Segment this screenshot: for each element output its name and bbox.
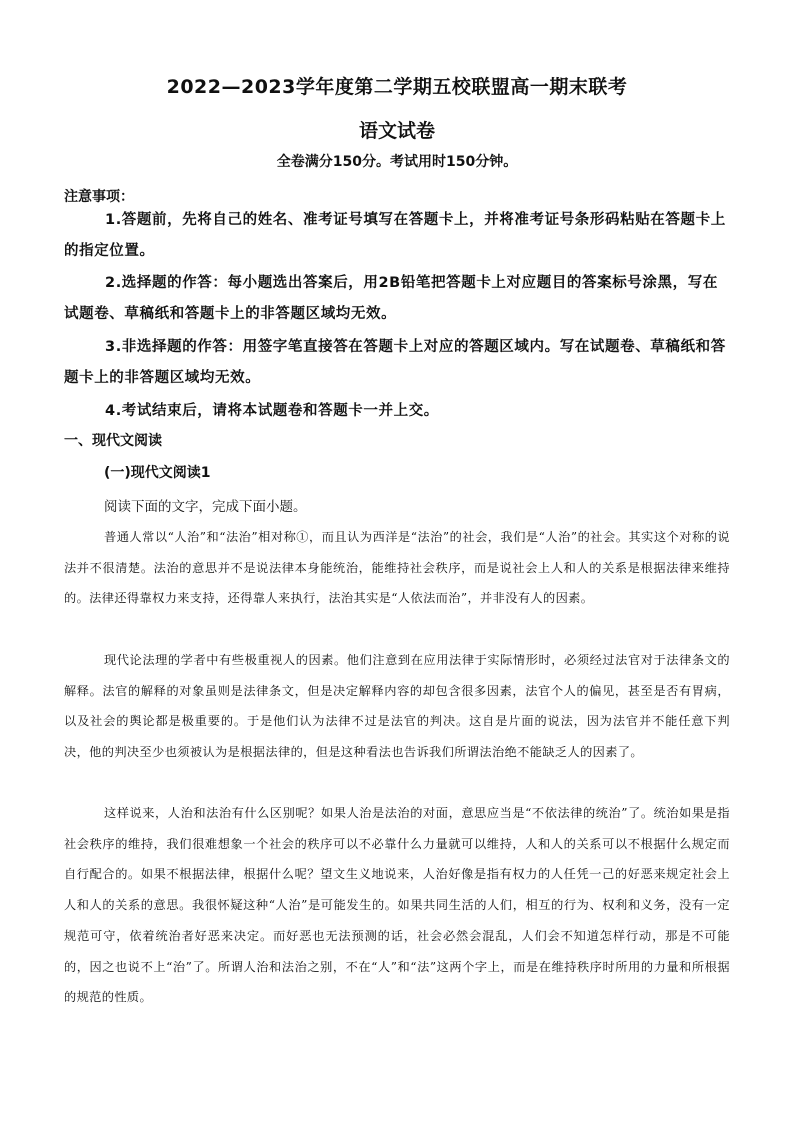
score-time-line: 全卷满分150分。考试用时150分钟。 [276, 154, 518, 170]
notice-heading: 注意事项： [64, 189, 134, 205]
reading-paragraph: 现代论法理的学者中有些极重视人的因素。他们注意到在应用法律于实际情形时，必须经过法官对于法律条文的解释。法官的解释的对象虽则是法律条文，但是决定解释内容的却包含很多因素，法官个人的偏见，甚至是否有胃病，以及社会的舆论都是极重要的。于是他们认为法律不过是法官的判决。这自是片面的说法，因为法官并不能任意下判决，他的判决至少也须被认为是根据法律的，但是这种看法也告诉我们所谓法治绝不能缺乏人的因素了。 [64, 653, 730, 760]
subject-title: 语文试卷 [358, 120, 435, 142]
notice-item: 3.非选择题的作答：用签字笔直接答在答题卡上对应的答题区域内。写在试题卷、草稿纸和答题卡上的非答题区域均无效。 [64, 339, 726, 386]
reading-paragraph: 普通人常以“人治”和“法治”相对称①，而且认为西洋是“法治”的社会，我们是“人治”的社会。其实这个对称的说法并不很清楚。法治的意思并不是说法律本身能统治，能维持社会秩序，而是说社会上人和人的关系是根据法律来维持的。法律还得靠权力来支持，还得靠人来执行，法治其实是“人依法而治”，并非没有人的因素。 [64, 530, 730, 606]
notice-item: 2.选择题的作答：每小题选出答案后，用2B铅笔把答题卡上对应题目的答案标号涂黑，写在试题卷、草稿纸和答题卡上的非答题区域均无效。 [64, 275, 718, 322]
exam-title: 2022—2023学年度第二学期五校联盟高一期末联考 [166, 76, 628, 98]
notice-item: 4.考试结束后，请将本试题卷和答题卡一并上交。 [105, 403, 439, 419]
reading-paragraph: 这样说来，人治和法治有什么区别呢？如果人治是法治的对面，意思应当是“不依法律的统治”了。统治如果是指社会秩序的维持，我们很难想象一个社会的秩序可以不必靠什么力量就可以维持，人和人的关系可以不根据什么规定而自行配合的。如果不根据法律，根据什么呢？望文生义地说来，人治好像是指有权力的人任凭一己的好恶来规定社会上人和人的关系的意思。我很怀疑这种“人治”是可能发生的。如果共同生活的人们，相互的行为、权利和义务，没有一定规范可守，依着统治者好恶来决定。而好恶也无法预测的话，社会必然会混乱，人们会不知道怎样行动，那是不可能的，因之也说不上“治”了。所谓人治和法治之别，不在“人”和“法”这两个字上，而是在维持秩序时所用的力量和所根据的规范的性质。 [64, 806, 730, 1005]
subsection-heading: (一)现代文阅读1 [104, 465, 211, 481]
reading-instruction: 阅读下面的文字，完成下面小题。 [104, 499, 307, 515]
notice-item: 1.答题前，先将自己的姓名、准考证号填写在答题卡上，并将准考证号条形码粘贴在答题卡上的指定位置。 [64, 212, 726, 259]
section-heading: 一、现代文阅读 [64, 433, 162, 449]
